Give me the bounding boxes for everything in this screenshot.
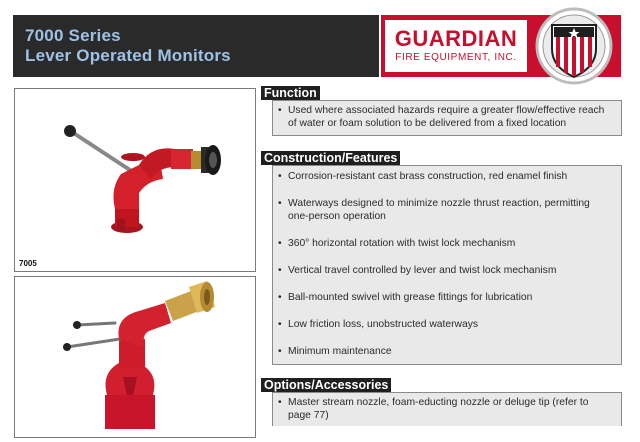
function-heading: Function [261,86,320,100]
shield-logo-icon [527,7,621,85]
bullet-icon: • [278,292,282,303]
bullet-icon: • [278,171,282,182]
brand-name: GUARDIAN [394,26,518,51]
options-panel [272,392,622,426]
list-item: • Low friction loss, unobstructed waterways [278,319,479,330]
bullet-icon: • [278,265,282,276]
list-item: • Vertical travel controlled by lever and twist lock mechanism [278,265,557,276]
options-heading: Options/Accessories [261,378,391,392]
list-item: • Waterways designed to minimize nozzle thrust reaction, permitting one-person operation [278,198,590,223]
bullet-icon: • [278,397,282,408]
function-panel [272,100,622,136]
product-image-2 [14,276,256,438]
list-item: • Used where associated hazards require a greater flow/effective reach of water or foam solution to be delivered from a fixed location [278,105,605,130]
construction-heading: Construction/Features [261,151,400,165]
product-image-7005 [14,88,256,272]
list-item: • 360° horizontal rotation with twist lock mechanism [278,238,516,249]
list-item: • Ball-mounted swivel with grease fittings for lubrication [278,292,533,303]
title-block [13,15,379,77]
list-item: • Minimum maintenance [278,346,392,357]
list-item: • Master stream nozzle, foam-educting nozzle or deluge tip (refer to page 77) [278,397,589,422]
product-title: Lever Operated Monitors [25,46,231,65]
brand-wordmark [385,20,527,72]
list-item: • Corrosion-resistant cast brass construction, red enamel finish [278,171,568,182]
monitor-illustration-2 [15,277,255,437]
bullet-icon: • [278,105,282,116]
bullet-icon: • [278,346,282,357]
bullet-icon: • [278,198,282,209]
series-title: 7000 Series [25,26,121,45]
model-number: 7005 [19,259,37,268]
brand-subtitle: FIRE EQUIPMENT, INC. [395,52,517,63]
construction-panel [272,165,622,365]
page-header [0,0,640,78]
monitor-illustration-1 [15,89,255,271]
bullet-icon: • [278,238,282,249]
bullet-icon: • [278,319,282,330]
brand-logo-block [381,15,621,77]
